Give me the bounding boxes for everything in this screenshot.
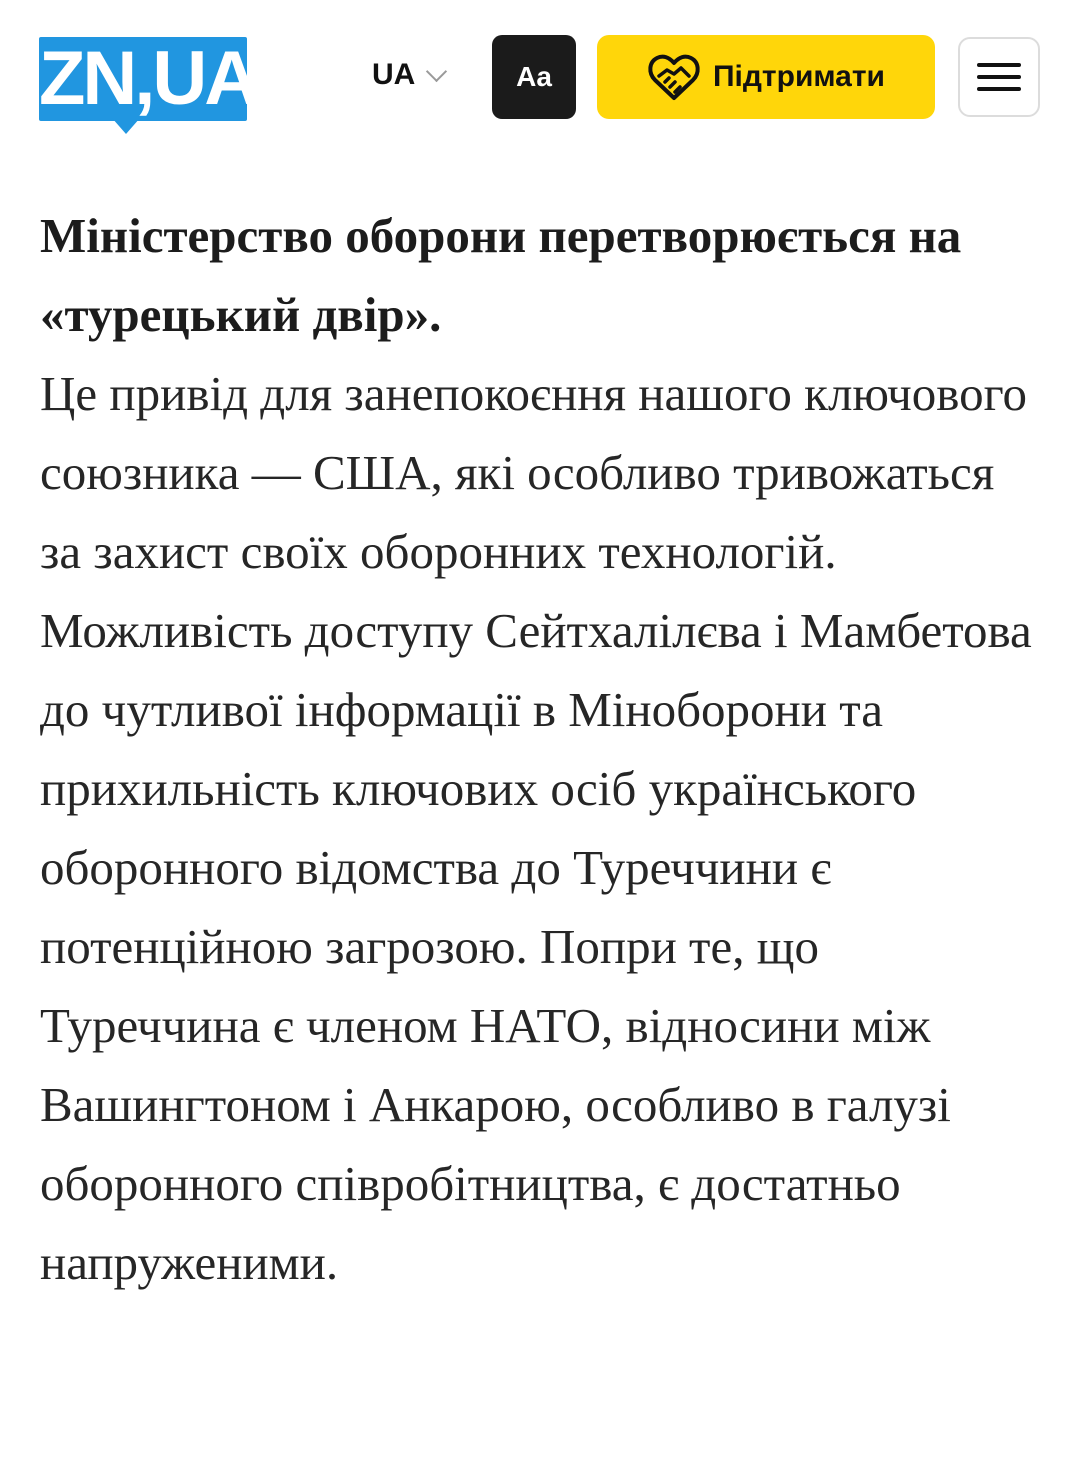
font-size-button[interactable] [492, 35, 576, 119]
hamburger-menu-icon [977, 63, 1021, 67]
site-logo[interactable]: ZN,UA [39, 36, 257, 121]
font-size-label: Aa [516, 61, 552, 92]
language-label: UA [372, 58, 416, 91]
article-body [40, 196, 1040, 1302]
support-button[interactable] [597, 35, 935, 119]
chevron-down-icon [426, 60, 447, 81]
heart-handshake-icon [647, 52, 701, 102]
site-header [0, 0, 1066, 152]
language-selector[interactable] [372, 55, 444, 95]
menu-button[interactable] [958, 37, 1040, 117]
article-bold-lead: Міністерство оборони перетворюється на «турецький двір». [40, 208, 962, 342]
article-paragraph-text: Це привід для занепокоєння нашого ключового союзника — США, які особливо тривожаться за захист своїх оборонних технологій. Можливість доступу Сейтхалілєва і Мамбетова до чутливої інформації в Міноборони та прихильність ключових осіб українського оборонного відомства до Туреччини є потенційною загрозою. Попри те, що Туреччина є членом НАТО, відносини між Вашингтоном і Анкарою, особливо в галузі оборонного співробітництва, є достатньо напруженими. [40, 366, 1032, 1290]
logo-speech-tail [112, 118, 140, 134]
support-label: Підтримати [712, 60, 886, 93]
